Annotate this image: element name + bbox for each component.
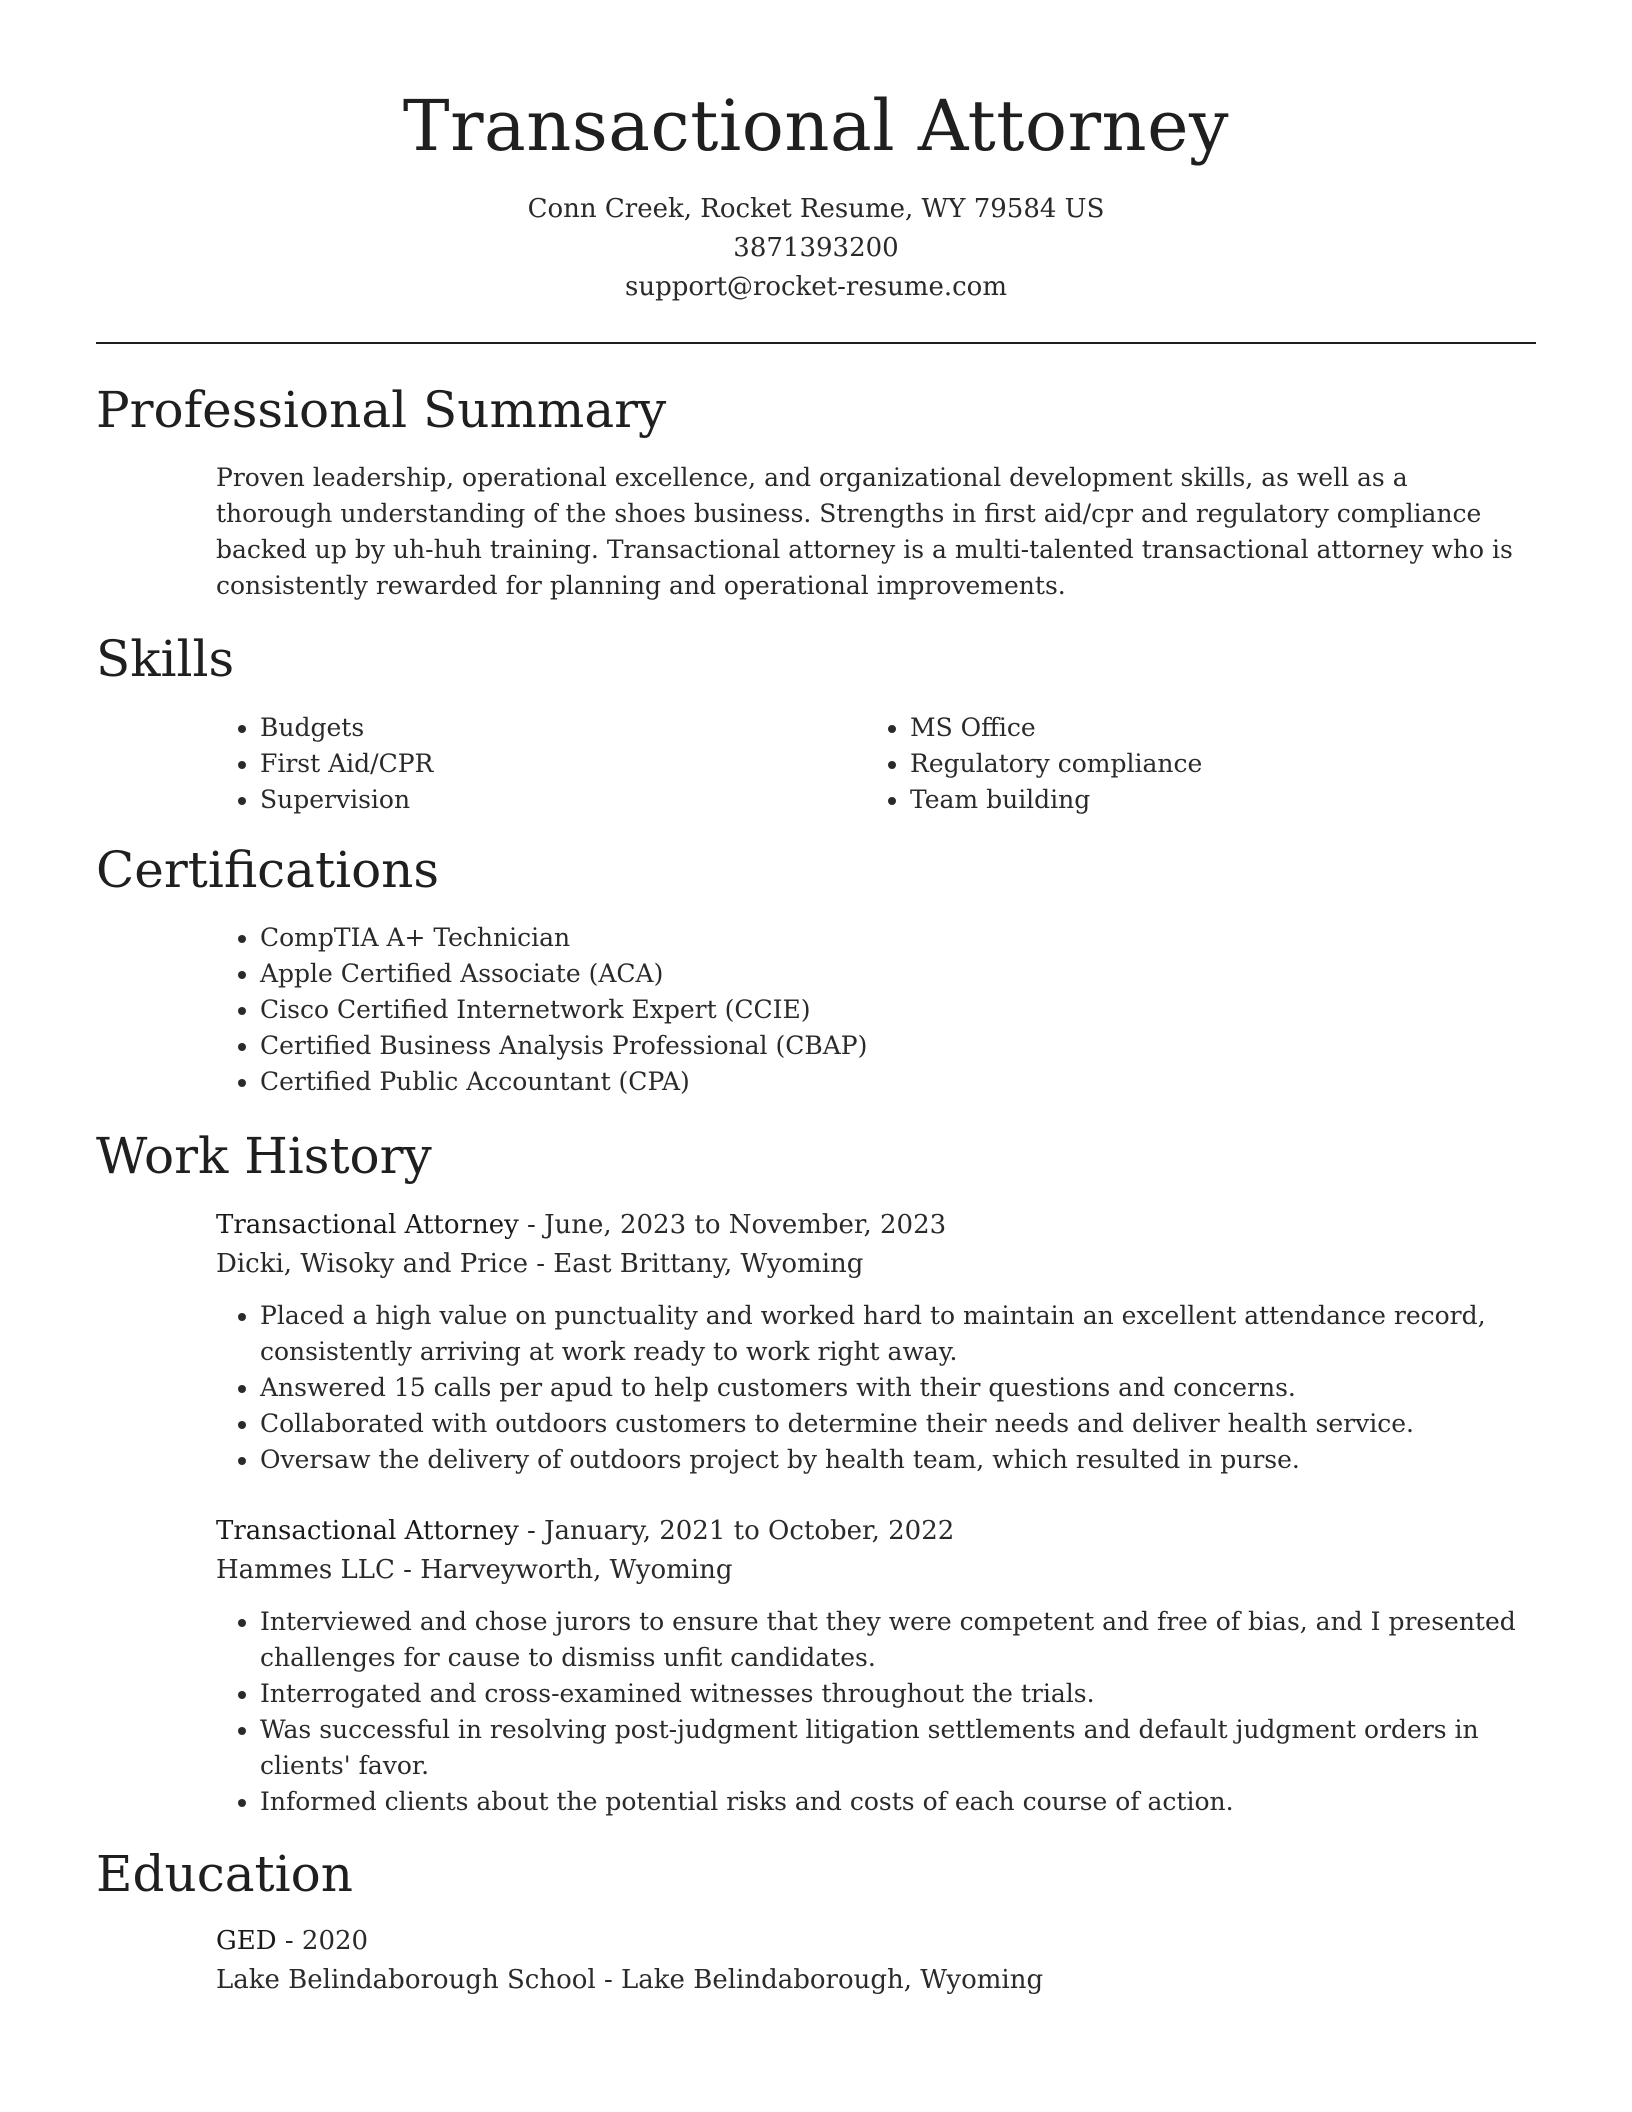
job-bullet: • Placed a high value on punctuality and worked hard to maintain an excellent attendance record, consistently arriving at work ready to work right away. bbox=[260, 1298, 1536, 1370]
work-history-heading: Work History bbox=[96, 1127, 432, 1185]
header-divider bbox=[96, 342, 1536, 344]
skills-list-left bbox=[216, 710, 816, 818]
contact-address: Conn Creek, Rocket Resume, WY 79584 US bbox=[527, 194, 1105, 224]
skill-item: • First Aid/CPR bbox=[260, 746, 816, 782]
skills-heading: Skills bbox=[96, 630, 235, 688]
education-school: Lake Belindaborough School bbox=[216, 1965, 596, 1995]
skill-item: • Budgets bbox=[260, 710, 816, 746]
education-entry bbox=[216, 1922, 1516, 2000]
job-bullet: • Informed clients about the potential risks and costs of each course of action. bbox=[260, 1784, 1536, 1820]
certifications-heading: Certifications bbox=[96, 841, 440, 899]
job-company-line bbox=[216, 1550, 1536, 1590]
certification-item: • Apple Certified Associate (ACA) bbox=[260, 956, 1516, 992]
skills-column-left bbox=[216, 710, 816, 818]
job-bullet: • Interviewed and chose jurors to ensure that they were competent and free of bias, and I presented challenges for cause to dismiss unfit candidates. bbox=[260, 1604, 1536, 1676]
job-bullets bbox=[216, 1298, 1536, 1478]
certification-item: • Certified Business Analysis Professional (CBAP) bbox=[260, 1028, 1516, 1064]
education-degree: GED bbox=[216, 1926, 277, 1956]
job-entry bbox=[216, 1512, 1536, 1820]
job-location: - Harveyworth, Wyoming bbox=[394, 1555, 733, 1585]
job-company-line bbox=[216, 1244, 1536, 1284]
certification-item: • CompTIA A+ Technician bbox=[260, 920, 1516, 956]
certification-item: • Certified Public Accountant (CPA) bbox=[260, 1064, 1516, 1100]
skill-item: • MS Office bbox=[910, 710, 1466, 746]
job-title-line bbox=[216, 1206, 1536, 1244]
candidate-name: Transactional Attorney bbox=[402, 85, 1230, 167]
education-heading: Education bbox=[96, 1845, 353, 1903]
job-company: Hammes LLC bbox=[216, 1555, 395, 1585]
contact-phone: 3871393200 bbox=[733, 233, 899, 263]
job-role: Transactional Attorney bbox=[216, 1516, 519, 1546]
certification-item: • Cisco Certified Internetwork Expert (CCIE) bbox=[260, 992, 1516, 1028]
skill-item: • Regulatory compliance bbox=[910, 746, 1466, 782]
job-bullet: • Collaborated with outdoors customers to determine their needs and deliver health service. bbox=[260, 1406, 1536, 1442]
job-location: - East Brittany, Wyoming bbox=[527, 1249, 864, 1279]
certifications-list bbox=[216, 920, 1516, 1100]
job-company: Dicki, Wisoky and Price bbox=[216, 1249, 528, 1279]
skills-list-right bbox=[866, 710, 1466, 818]
job-bullet: • Interrogated and cross-examined witnesses throughout the trials. bbox=[260, 1676, 1536, 1712]
certifications-block bbox=[216, 920, 1516, 1100]
job-bullets bbox=[216, 1604, 1536, 1820]
education-year: - 2020 bbox=[276, 1926, 369, 1956]
job-dates: - June, 2023 to November, 2023 bbox=[518, 1210, 947, 1240]
job-bullet: • Was successful in resolving post-judgment litigation settlements and default judgment orders in clients' favor. bbox=[260, 1712, 1536, 1784]
job-bullet: • Oversaw the delivery of outdoors project by health team, which resulted in purse. bbox=[260, 1442, 1536, 1478]
summary-heading: Professional Summary bbox=[96, 381, 667, 439]
skill-item: • Supervision bbox=[260, 782, 816, 818]
summary-text: Proven leadership, operational excellence, and organizational development skills, as well as a thorough understanding of the shoes business. Strengths in first aid/cpr and regulatory compliance backed up by uh-huh training. Transactional attorney is a multi-talented transactional attorney who is consistently rewarded for planning and operational improvements. bbox=[216, 463, 1513, 600]
resume-header bbox=[0, 78, 1632, 307]
job-dates: - January, 2021 to October, 2022 bbox=[518, 1516, 955, 1546]
contact-email: support@rocket-resume.com bbox=[624, 272, 1007, 302]
job-role: Transactional Attorney bbox=[216, 1210, 519, 1240]
job-entry bbox=[216, 1206, 1536, 1478]
education-location: - Lake Belindaborough, Wyoming bbox=[595, 1965, 1044, 1995]
education-degree-line bbox=[216, 1922, 1516, 1960]
job-title-line bbox=[216, 1512, 1536, 1550]
skills-column-right bbox=[866, 710, 1466, 818]
job-bullet: • Answered 15 calls per apud to help customers with their questions and concerns. bbox=[260, 1370, 1536, 1406]
skill-item: • Team building bbox=[910, 782, 1466, 818]
education-school-line bbox=[216, 1960, 1516, 2000]
